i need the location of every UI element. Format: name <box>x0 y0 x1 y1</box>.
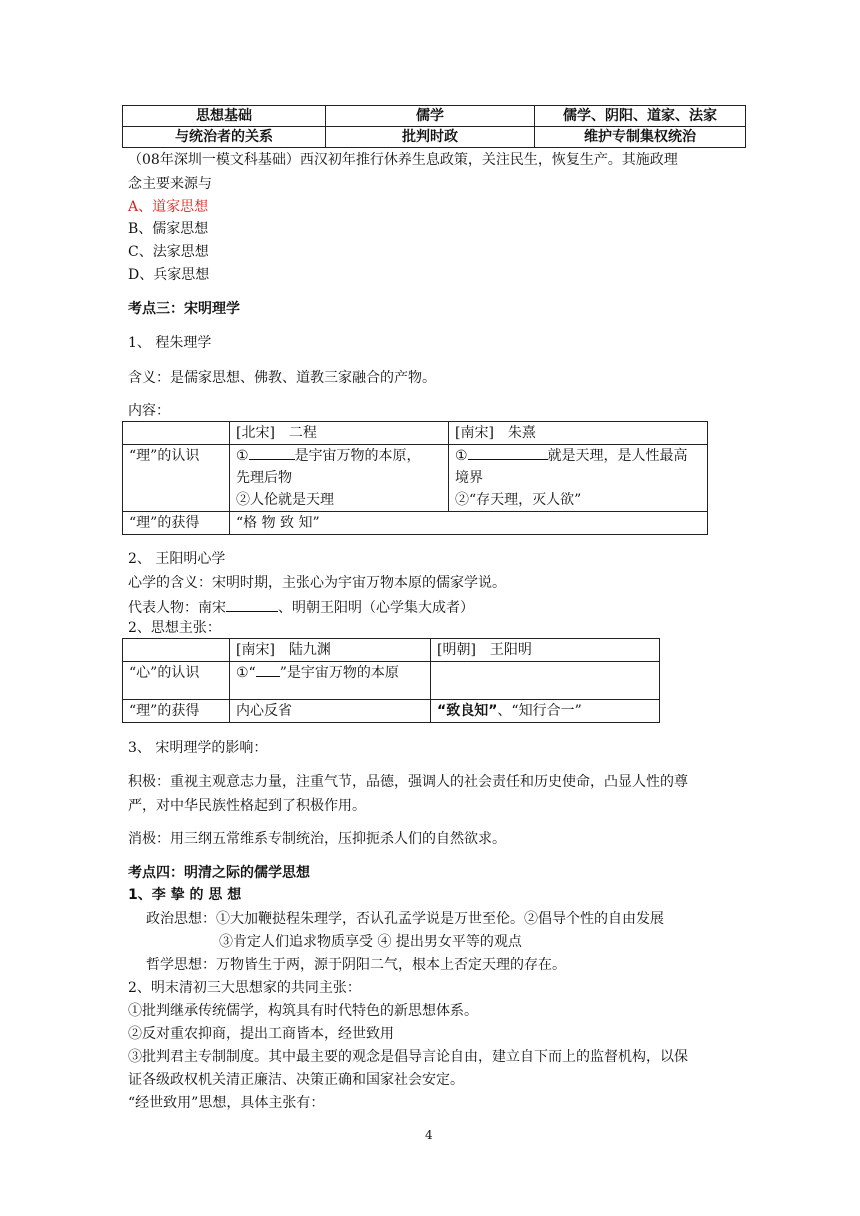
table-row <box>123 106 746 127</box>
subheading: 3、 宋明理学的影响： <box>128 740 268 756</box>
table-cell: “理”的获得 <box>123 700 230 723</box>
table-cell <box>230 445 449 512</box>
fill-blank <box>468 445 548 460</box>
representatives <box>128 597 474 618</box>
paragraph: 哲学思想：万物皆生于两，源于阴阳二气，根本上否定天理的存在。 <box>146 957 566 973</box>
cheng-zhu-table <box>122 421 708 535</box>
text: ②人伦就是天理 <box>236 492 334 508</box>
table-row <box>123 127 746 148</box>
table-row <box>123 445 708 512</box>
table-row <box>123 700 660 723</box>
fill-blank <box>256 662 280 677</box>
text: ”是宇宙万物的本原 <box>279 665 399 681</box>
table-cell <box>230 662 431 700</box>
table-cell <box>123 639 230 662</box>
subheading: 1、 程朱理学 <box>128 335 212 351</box>
subheading: 1、李 挚 的 思 想 <box>128 887 242 903</box>
text: 先理后物 <box>236 470 292 486</box>
paragraph: ③批判君主专制制度。其中最主要的观念是倡导言论自由，建立自下而上的监督机构，以保 <box>128 1049 688 1065</box>
option-c: C、法家思想 <box>128 244 209 260</box>
text: 是宇宙万物的本原， <box>294 448 421 464</box>
subheading: 2、 王阳明心学 <box>128 551 226 567</box>
paragraph: 严，对中华民族性格起到了积极作用。 <box>128 798 366 814</box>
text: 就是天理，是人性最高 <box>547 448 688 464</box>
table-cell: “格 物 致 知” <box>230 512 708 535</box>
paragraph: 心学的含义：宋明时期，主张心为宇宙万物本原的儒家学说。 <box>128 575 506 591</box>
page-number: 4 <box>425 1128 433 1142</box>
fill-blank <box>249 445 295 460</box>
table-cell: 批判时政 <box>326 127 535 148</box>
comparison-table <box>122 105 746 148</box>
table-row <box>123 422 708 445</box>
table-cell: [明朝] 王阳明 <box>431 639 660 662</box>
fill-blank <box>226 597 278 612</box>
table-cell: 儒学 <box>326 106 535 127</box>
table-cell: [南宋] 朱熹 <box>449 422 708 445</box>
section-heading: 考点三：宋明理学 <box>128 301 240 317</box>
table-cell: “心”的认识 <box>123 662 230 700</box>
paragraph: 政治思想：①大加鞭挞程朱理学，否认孔孟学说是万世至伦。②倡导个性的自由发展 <box>146 911 664 927</box>
table-row <box>123 662 660 700</box>
section-heading: 考点四：明清之际的儒学思想 <box>128 865 310 881</box>
text: 代表人物：南宋 <box>128 600 226 616</box>
text: ① <box>455 448 468 464</box>
text: 境界 <box>455 470 483 486</box>
paragraph: ③肯定人们追求物质享受 ④ 提出男女平等的观点 <box>219 934 522 950</box>
table-cell: 儒学、阴阳、道家、法家 <box>535 106 746 127</box>
table-cell <box>431 662 660 700</box>
table-cell <box>123 422 230 445</box>
label: 2、思想主张： <box>128 620 221 636</box>
table-cell: [北宋] 二程 <box>230 422 449 445</box>
paragraph: 含义：是儒家思想、佛教、道教三家融合的产物。 <box>128 370 436 386</box>
text: “致良知” <box>437 703 498 719</box>
table-cell: 与统治者的关系 <box>123 127 326 148</box>
subheading: 2、明末清初三大思想家的共同主张： <box>128 980 361 996</box>
table-cell: 内心反省 <box>230 700 431 723</box>
text: ① <box>236 448 249 464</box>
text: ①“ <box>236 665 256 681</box>
table-cell: “理”的认识 <box>123 445 230 512</box>
text: 、“知行合一” <box>497 703 582 719</box>
option-d: D、兵家思想 <box>128 267 210 283</box>
paragraph: “经世致用”思想，具体主张有： <box>128 1095 325 1111</box>
option-b: B、儒家思想 <box>128 221 209 237</box>
table-cell: “理”的获得 <box>123 512 230 535</box>
table-cell: [南宋] 陆九渊 <box>230 639 431 662</box>
table-row <box>123 512 708 535</box>
table-cell: 思想基础 <box>123 106 326 127</box>
text: 、明朝王阳明（心学集大成者） <box>278 600 474 616</box>
paragraph: 证各级政权机关清正廉洁、决策正确和国家社会安定。 <box>128 1072 464 1088</box>
question-stem: （08年深圳一模文科基础）西汉初年推行休养生息政策，关注民生，恢复生产。其施政理 <box>128 152 678 168</box>
text: ②“存天理，灭人欲” <box>455 492 582 508</box>
paragraph: ①批判继承传统儒学，构筑具有时代特色的新思想体系。 <box>128 1003 478 1019</box>
table-cell <box>449 445 708 512</box>
paragraph: 积极：重视主观意志力量，注重气节，品德，强调人的社会责任和历史使命，凸显人性的尊 <box>128 774 688 790</box>
table-cell: 维护专制集权统治 <box>535 127 746 148</box>
paragraph: 消极：用三纲五常维系专制统治，压抑扼杀人们的自然欲求。 <box>128 831 506 847</box>
xinxue-table <box>122 638 660 723</box>
option-a-answer: A、道家思想 <box>128 199 209 215</box>
table-cell <box>431 700 660 723</box>
table-row <box>123 639 660 662</box>
label: 内容： <box>128 403 170 419</box>
question-stem-cont: 念主要来源与 <box>128 176 212 192</box>
paragraph: ②反对重农抑商，提出工商皆本，经世致用 <box>128 1026 394 1042</box>
